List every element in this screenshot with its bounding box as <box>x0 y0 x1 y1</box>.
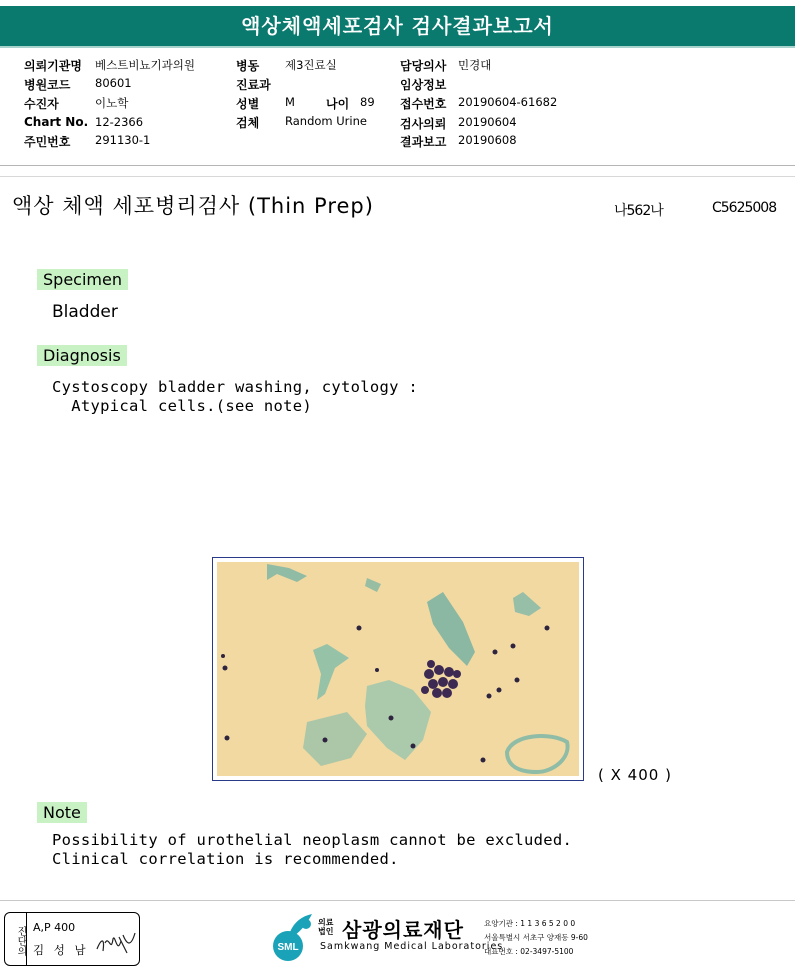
age-label: 나이 <box>326 97 350 111</box>
rrn-label: 주민번호 <box>24 135 71 149</box>
lab-institution-number: 요양기관 : 1 1 3 6 5 2 0 0 <box>484 919 576 928</box>
specimen-text: Bladder <box>52 302 118 322</box>
hospital-label: 의뢰기관명 <box>24 59 82 73</box>
pathologist-name: 김 성 남 <box>33 943 89 957</box>
report-title: 액상체액세포검사 검사결과보고서 <box>241 14 554 38</box>
sml-logo-icon <box>268 912 316 964</box>
specimen-value: Random Urine <box>285 114 367 128</box>
request-value: 20190604 <box>458 115 517 129</box>
lab-english-name: Samkwang Medical Laboratories <box>320 941 504 952</box>
note-line-2: Clinical correlation is recommended. <box>52 850 399 868</box>
cytology-image-frame <box>212 557 584 781</box>
signature-ap-code: A,P 400 <box>33 921 76 934</box>
cytology-micrograph <box>217 562 579 776</box>
exam-code-2: C5625008 <box>712 200 777 216</box>
exam-code-1: 나562나 <box>614 203 663 219</box>
ward-label: 병동 <box>236 59 260 73</box>
accession-value: 20190604-61682 <box>458 95 558 109</box>
signature-side-label: 진단의 <box>5 913 27 965</box>
clinical-label: 임상정보 <box>400 78 447 92</box>
report-title-bar <box>0 0 795 48</box>
diagnosis-line-1: Cystoscopy bladder washing, cytology : <box>52 378 419 396</box>
specimen-tag: Specimen <box>37 269 128 290</box>
magnification-label: ( X 400 ) <box>598 766 672 784</box>
footer-divider <box>0 900 795 901</box>
lab-name: 삼광의료재단 <box>342 918 464 942</box>
dept-label: 진료과 <box>236 78 271 92</box>
lab-phone: 대표번호 : 02-3497-5100 <box>484 947 574 956</box>
hospital-value: 베스트비뇨기과의원 <box>95 58 195 72</box>
doctor-value: 민경대 <box>458 58 492 72</box>
sex-value: M <box>285 95 295 109</box>
diagnosis-line-2: Atypical cells.(see note) <box>52 397 313 415</box>
report-date-value: 20190608 <box>458 133 517 147</box>
sex-label: 성별 <box>236 97 260 111</box>
patient-label: 수진자 <box>24 97 59 111</box>
chart-value: 12-2366 <box>95 115 144 129</box>
patient-value: 이노학 <box>95 96 129 110</box>
handwritten-signature <box>93 927 137 959</box>
org-type-line-2: 법인 <box>318 927 334 936</box>
age-value: 89 <box>360 95 375 109</box>
accession-label: 접수번호 <box>400 97 447 111</box>
diagnosis-tag: Diagnosis <box>37 345 127 366</box>
patient-info-block <box>0 50 795 166</box>
lab-address: 서울특별시 서초구 양재동 9-60 <box>484 933 588 942</box>
specimen-label: 검체 <box>236 116 260 130</box>
org-type-label <box>318 918 333 936</box>
exam-title: 액상 체액 세포병리검사 (Thin Prep) <box>12 194 374 218</box>
code-label: 병원코드 <box>24 78 71 92</box>
chart-label: Chart No. <box>24 115 89 129</box>
note-line-1: Possibility of urothelial neoplasm cannot be excluded. <box>52 831 573 849</box>
logo-text: SML <box>277 942 299 953</box>
request-label: 검사의뢰 <box>400 117 447 131</box>
rrn-value: 291130-1 <box>95 133 151 147</box>
pathologist-signature-box <box>4 912 140 966</box>
code-value: 80601 <box>95 76 132 90</box>
doctor-label: 담당의사 <box>400 59 447 73</box>
note-tag: Note <box>37 802 87 823</box>
report-date-label: 결과보고 <box>400 135 447 149</box>
org-type-line-1: 의료 <box>318 918 334 927</box>
section-divider <box>0 176 795 177</box>
ward-value: 제3진료실 <box>285 58 337 72</box>
